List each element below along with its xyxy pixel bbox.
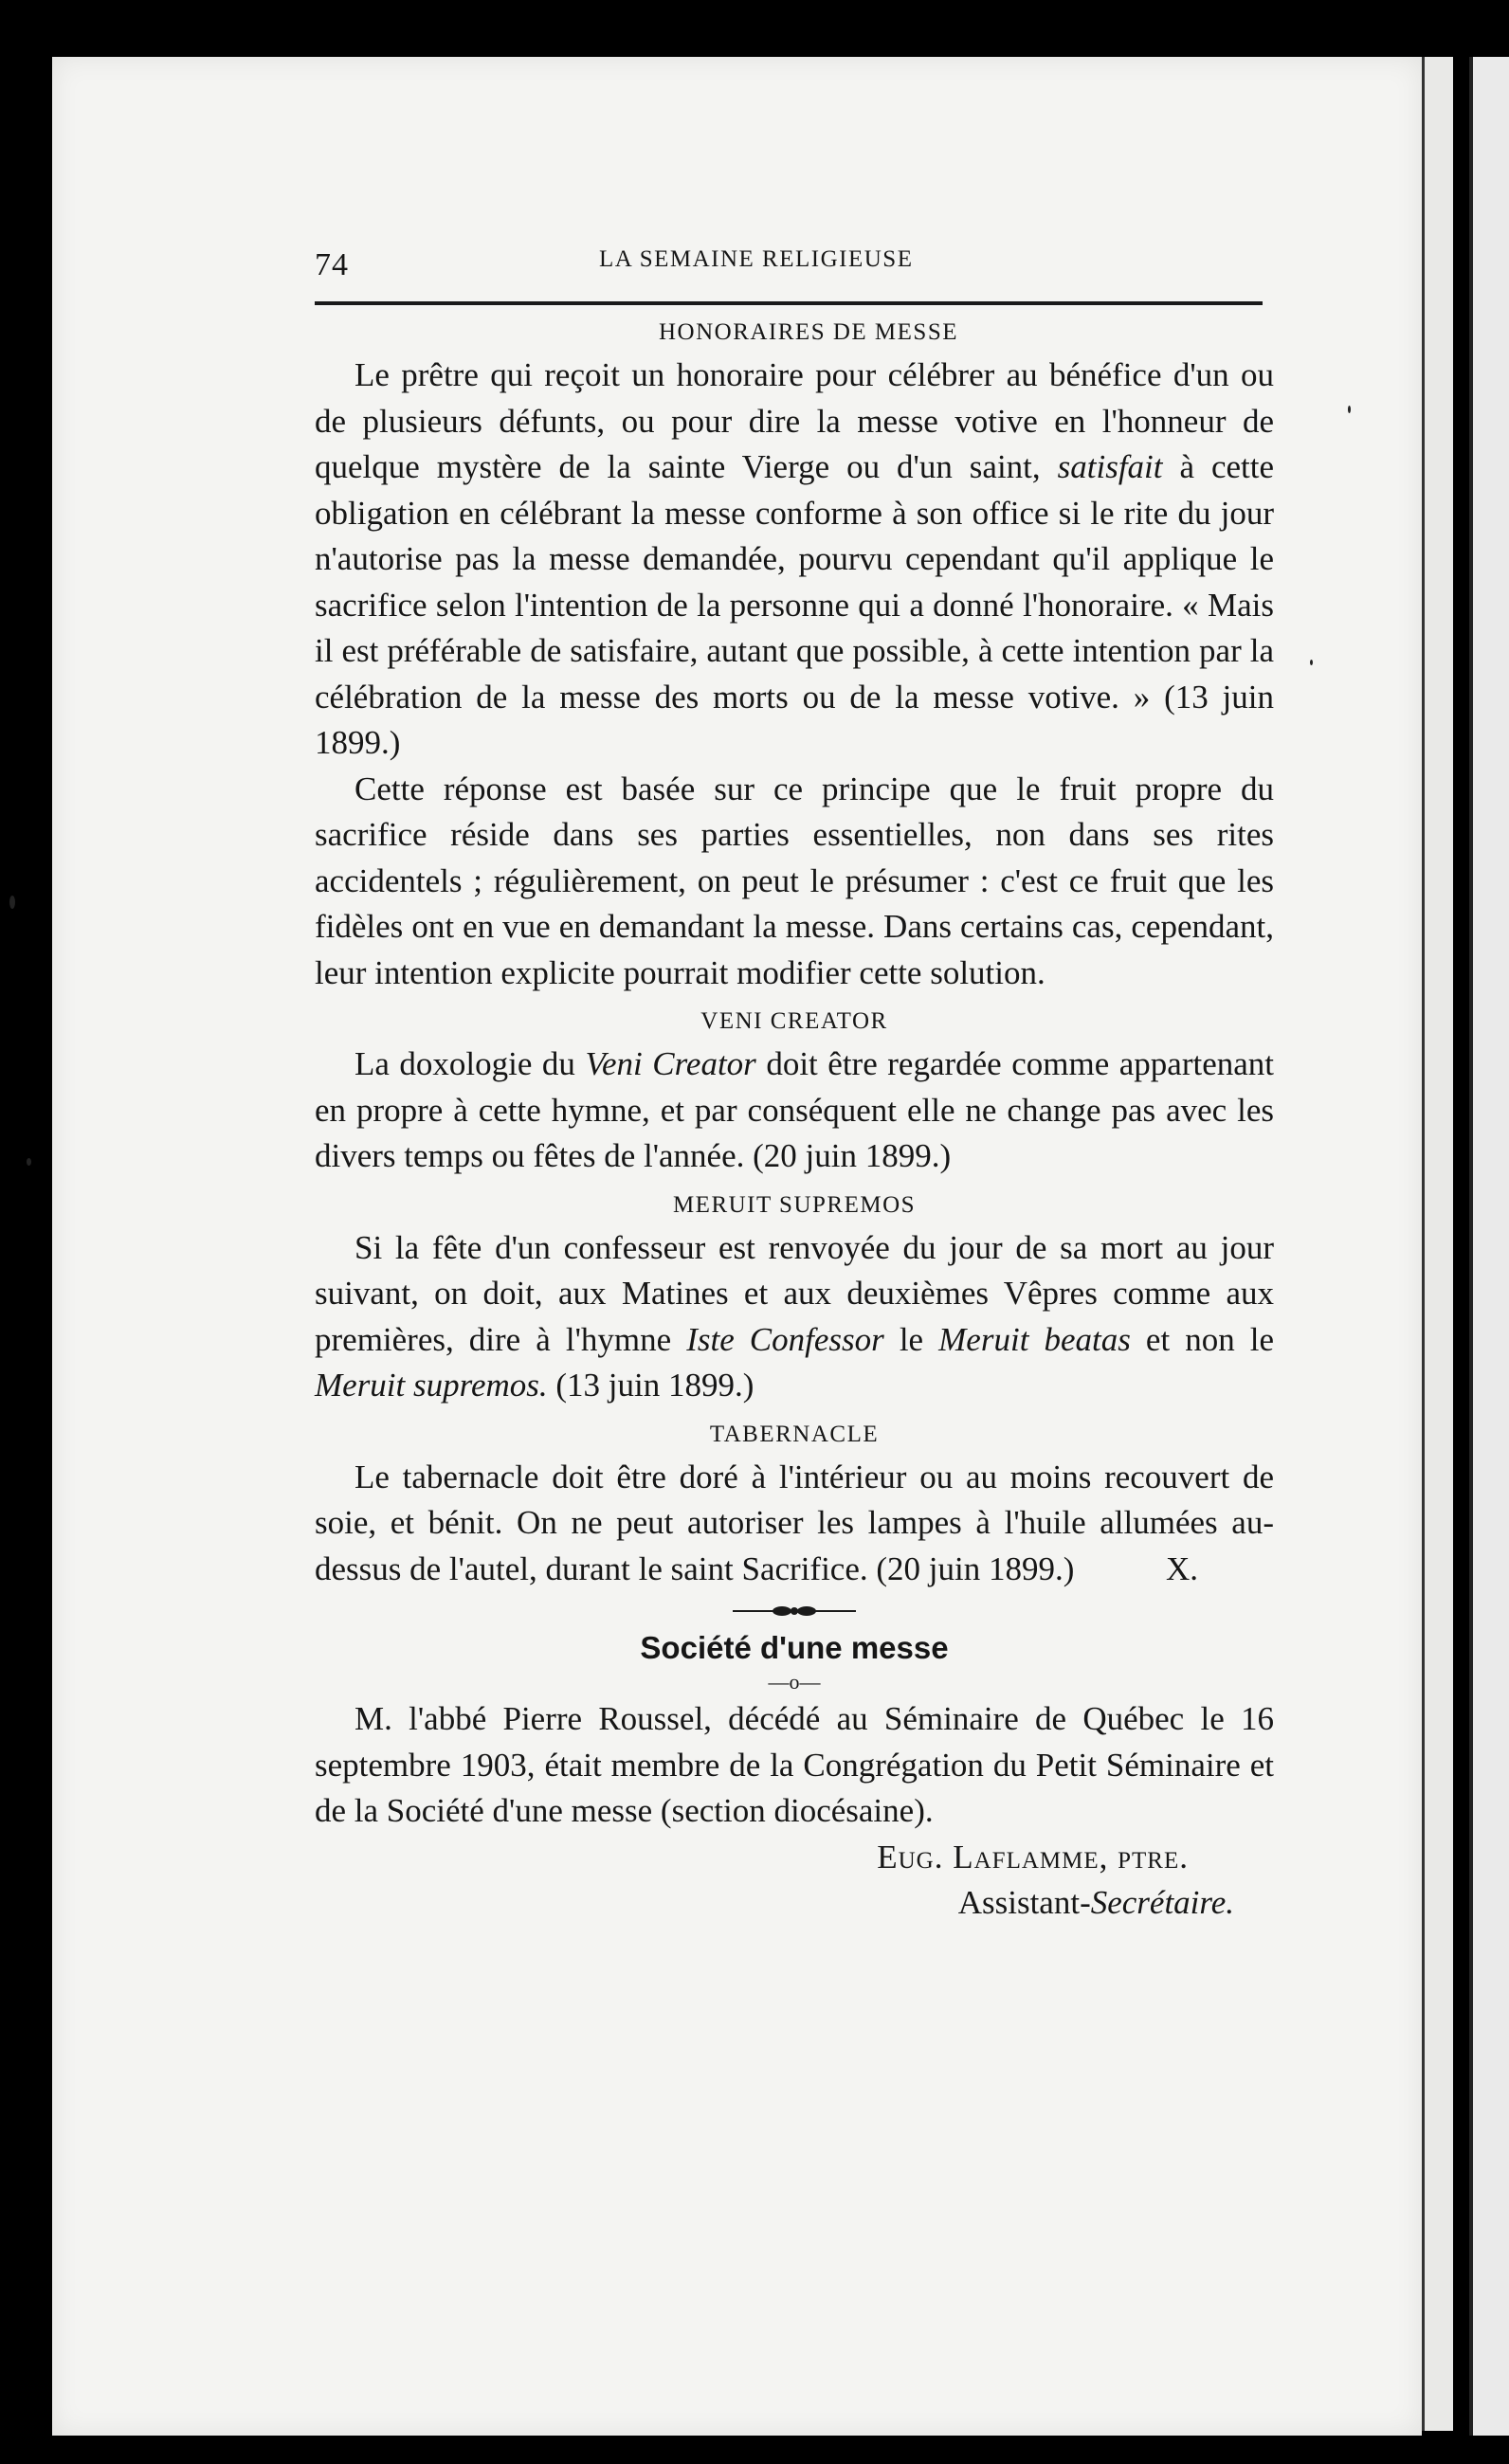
- section-title-societe: Société d'une messe: [640, 1630, 949, 1665]
- italic-run: satisfait: [1057, 448, 1163, 485]
- text-run: Assistant-: [957, 1884, 1091, 1921]
- text-run: et non le: [1145, 1320, 1275, 1358]
- paragraph-veni-creator: [315, 1042, 1274, 1180]
- heading-honoraires: HONORAIRES DE MESSE: [658, 319, 959, 345]
- text-run: à cette obligation en célébrant la messe conforme à son office si le rite du jour n'autorise pas la messe demandée, pourvu cependant qu'il applique le sacrifice selon l'intention de la personne qui a donné l'honoraire. « Mais il est préférable de satisfaire, autant que possible, à cette intention par la célébration de la messe des morts ou de la messe votive. » (13 juin 1899.): [315, 448, 1274, 761]
- heading-veni-creator: VENI CREATOR: [700, 1008, 888, 1034]
- signature-x: X.: [1165, 1549, 1198, 1587]
- text-run: doit être regardée comme appartenant en propre à cette hymne, et par conséquent elle ne change pas avec les divers temps ou fêtes de l'année. (20 juin 1899.): [315, 1045, 1275, 1174]
- running-title: LA SEMAINE RELIGIEUSE: [599, 245, 914, 272]
- signature-name: Eug. Laflamme, ptre.: [877, 1838, 1189, 1875]
- paragraph-honoraires-2: Cette réponse est basée sur ce principe que le fruit propre du sacrifice réside dans ses parties essentielles, non dans ses rites accidentels ; régulièrement, on peut le présumer : c'est ce fruit que les fidèles ont en vue en demandant la messe. Dans certains cas, cependant, leur intention explicite pourrait modifier cette solution.: [315, 770, 1274, 991]
- text-run: Le tabernacle doit être doré à l'intérieur ou au moins recouvert de soie, et bénit. On ne peut autoriser les lampes à l'huile allumées au-dessus de l'autel, durant le saint Sacrifice. (20 juin 1899.): [315, 1458, 1274, 1587]
- text-run: (13 juin 1899.): [555, 1367, 754, 1404]
- text-run: La doxologie du: [355, 1045, 575, 1082]
- italic-run: Meruit supremos.: [315, 1367, 548, 1404]
- signature-role: [315, 1880, 1234, 1927]
- scan-speck: [1310, 660, 1313, 665]
- heading-tabernacle: TABERNACLE: [709, 1421, 880, 1447]
- text-run: Si la fête d'un confesseur est renvoyée du jour de sa mort au jour suivant, on doit, aux Matines et aux deuxièmes Vêpres comme aux premières, dire à l'hymne: [315, 1228, 1274, 1358]
- next-page-edge: [1469, 57, 1509, 2436]
- scan-speck: [27, 1158, 31, 1166]
- italic-run: Meruit beatas: [938, 1320, 1131, 1358]
- page-number: 74: [315, 246, 349, 282]
- italic-run: Veni Creator: [585, 1045, 756, 1082]
- heading-meruit-supremos: MERUIT SUPREMOS: [672, 1191, 917, 1218]
- text-run: Le prêtre qui reçoit un honoraire pour célébrer au bénéfice d'un ou de plusieurs défunts, ou pour dire la messe votive en l'honneur de quelque mystère de la sainte Vierge ou d'un saint,: [315, 356, 1274, 485]
- scan-speck: [9, 896, 15, 909]
- italic-run: Secrétaire.: [1090, 1884, 1234, 1921]
- paragraph-societe: M. l'abbé Pierre Roussel, décédé au Séminaire de Québec le 16 septembre 1903, était membre de la Congrégation du Petit Séminaire et de la Société d'une messe (section diocésaine).: [315, 1700, 1274, 1829]
- page-content: [315, 243, 1274, 1927]
- running-header: [315, 243, 1274, 288]
- paragraph-honoraires-1: [315, 353, 1274, 767]
- small-ornament: —o—: [768, 1670, 821, 1694]
- italic-run: Iste Confessor: [686, 1320, 884, 1358]
- ornament-rule-icon: [733, 1602, 856, 1621]
- scan-speck: [1348, 406, 1351, 413]
- section-ornament: [315, 1602, 1274, 1624]
- paragraph-meruit-supremos: [315, 1225, 1274, 1409]
- page-edge: [1422, 57, 1453, 2431]
- header-rule: [315, 301, 1263, 305]
- paragraph-tabernacle: [315, 1455, 1274, 1593]
- text-run: le: [899, 1320, 924, 1358]
